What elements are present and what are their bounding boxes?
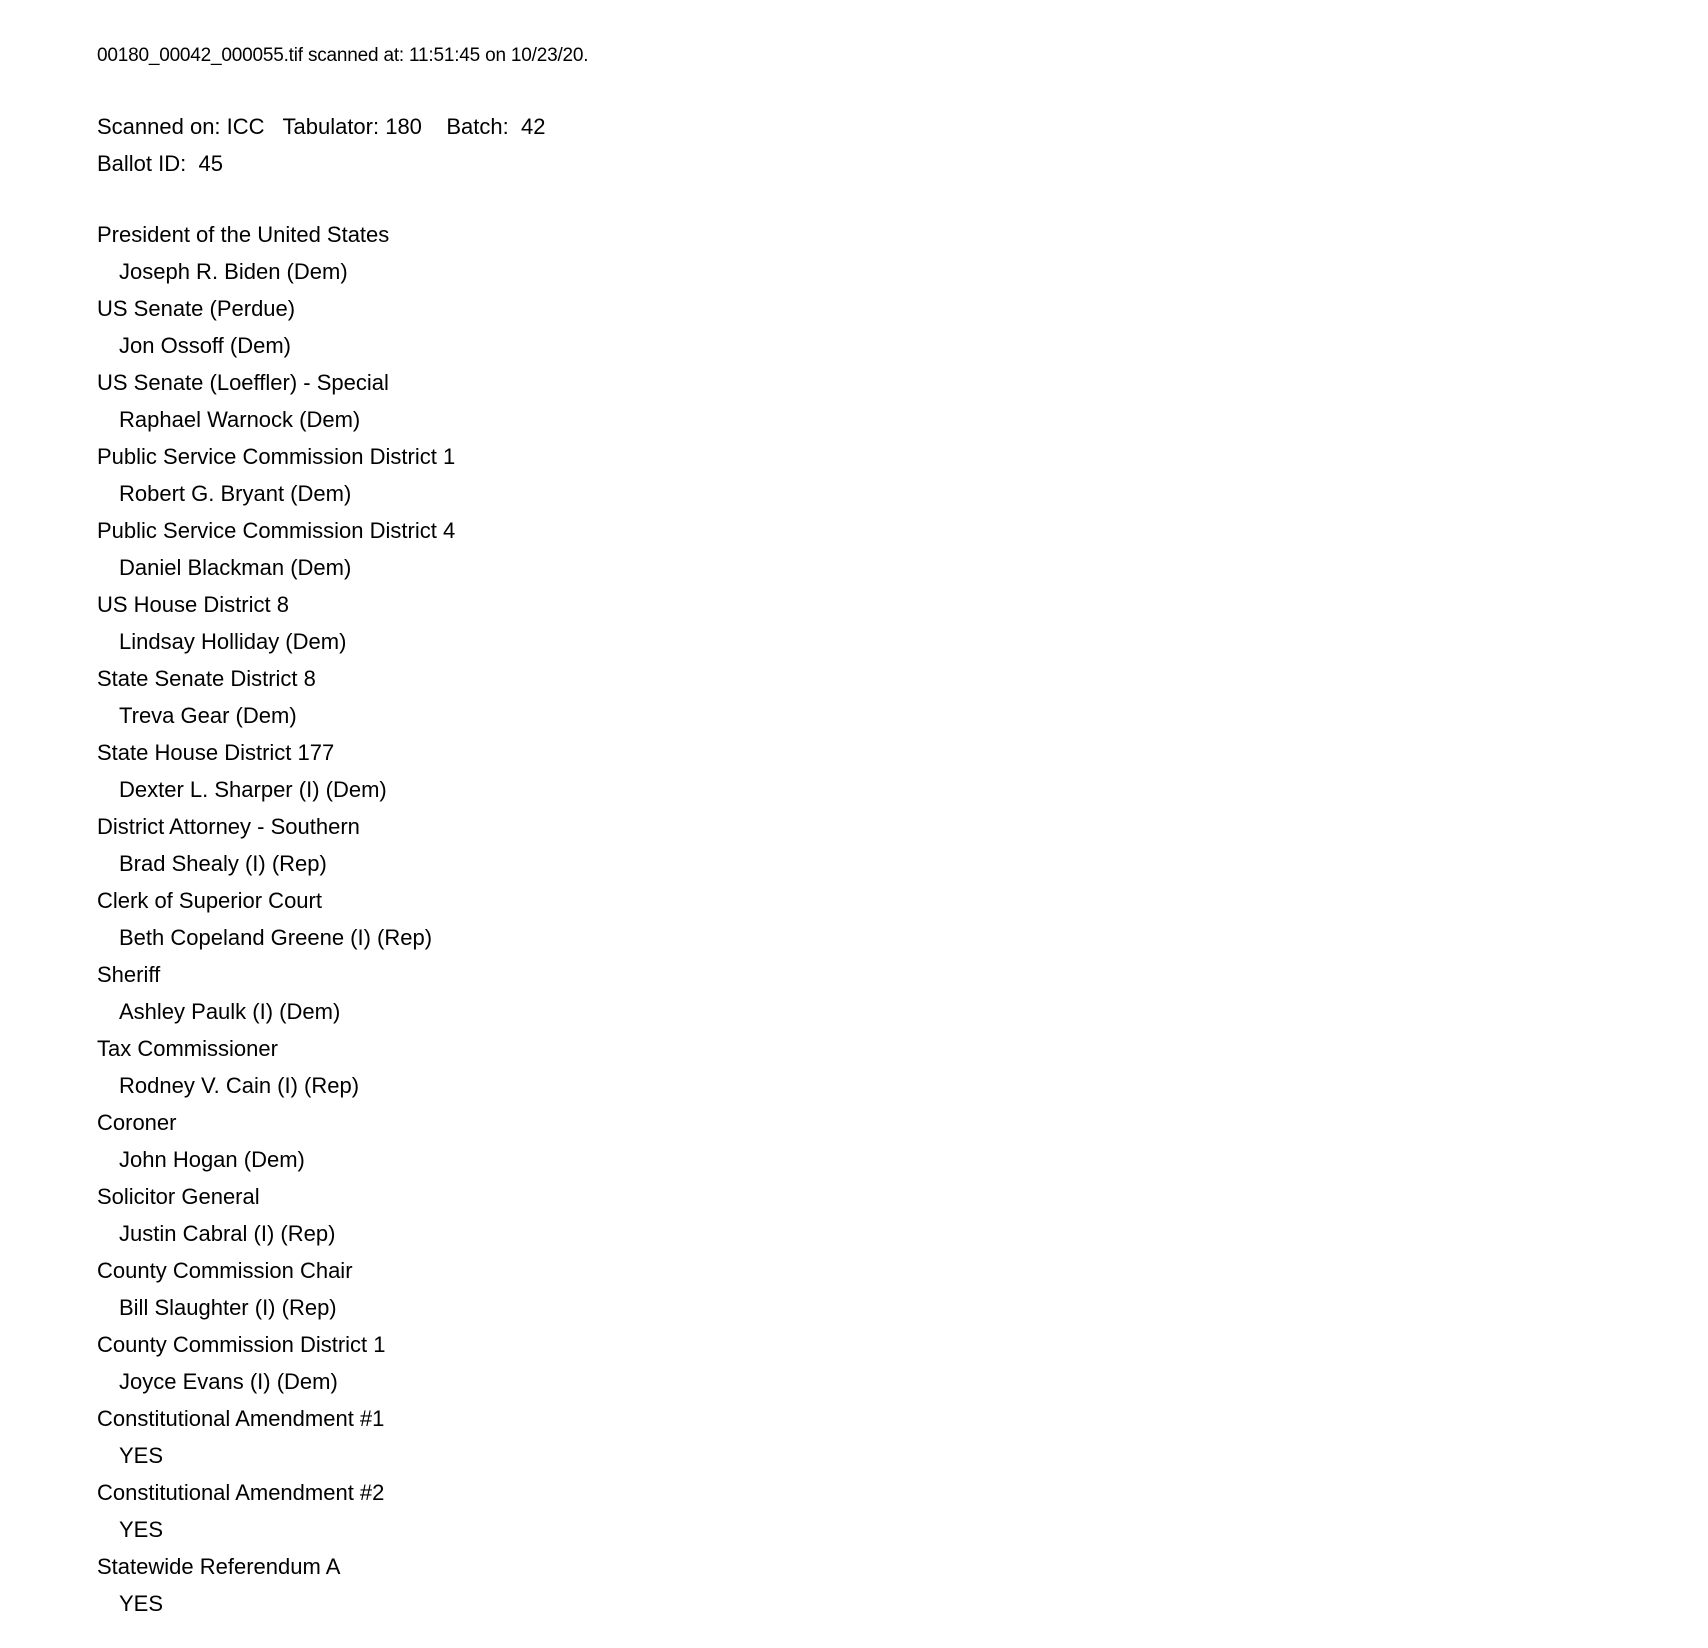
contest-row <box>97 1326 1668 1400</box>
contest-row <box>97 586 1668 660</box>
contest-title: County Commission District 1 <box>97 1332 386 1357</box>
contest-title: Clerk of Superior Court <box>97 888 322 913</box>
contest-row <box>97 290 1668 364</box>
contest-selection: Jon Ossoff (Dem) <box>119 333 291 358</box>
contest-row <box>97 882 1668 956</box>
contest-row <box>97 364 1668 438</box>
contest-selection: YES <box>119 1517 164 1542</box>
contest-selection: Brad Shealy (I) (Rep) <box>119 851 327 876</box>
contest-selection: Treva Gear (Dem) <box>119 703 297 728</box>
contest-title: Tax Commissioner <box>97 1036 278 1061</box>
contest-row <box>97 1104 1668 1178</box>
contest-row <box>97 1252 1668 1326</box>
contest-row <box>97 734 1668 808</box>
contest-selection: Joseph R. Biden (Dem) <box>119 259 348 284</box>
contest-row <box>97 1400 1668 1474</box>
ballot-id-line: Ballot ID: 45 <box>97 151 223 176</box>
contest-title: District Attorney - Southern <box>97 814 360 839</box>
contest-title: Constitutional Amendment #2 <box>97 1480 385 1505</box>
contest-row <box>97 1178 1668 1252</box>
contest-selection: Justin Cabral (I) (Rep) <box>119 1221 336 1246</box>
contest-row <box>97 956 1668 1030</box>
contest-selection: Robert G. Bryant (Dem) <box>119 481 352 506</box>
contest-row <box>97 216 1668 290</box>
contest-title: County Commission Chair <box>97 1258 353 1283</box>
contest-title: US House District 8 <box>97 592 289 617</box>
contest-title: State Senate District 8 <box>97 666 316 691</box>
contest-selection: John Hogan (Dem) <box>119 1147 305 1172</box>
contest-row <box>97 660 1668 734</box>
contest-row <box>97 1030 1668 1104</box>
contest-title: Public Service Commission District 4 <box>97 518 456 543</box>
contest-selection: Raphael Warnock (Dem) <box>119 407 361 432</box>
contest-selection: Ashley Paulk (I) (Dem) <box>119 999 341 1024</box>
contest-row <box>97 1548 1668 1622</box>
contest-title: State House District 177 <box>97 740 335 765</box>
contest-title: Constitutional Amendment #1 <box>97 1406 385 1431</box>
contest-selection: Bill Slaughter (I) (Rep) <box>119 1295 337 1320</box>
contest-title: Solicitor General <box>97 1184 260 1209</box>
contest-row <box>97 512 1668 586</box>
scan-info-line: Scanned on: ICC Tabulator: 180 Batch: 42 <box>97 114 546 139</box>
contest-title: President of the United States <box>97 222 390 247</box>
contest-results-list <box>97 216 1668 1622</box>
contest-selection: YES <box>119 1443 164 1468</box>
contest-title: US Senate (Loeffler) - Special <box>97 370 389 395</box>
contest-selection: Lindsay Holliday (Dem) <box>119 629 347 654</box>
contest-selection: YES <box>119 1591 164 1616</box>
contest-title: Statewide Referendum A <box>97 1554 341 1579</box>
contest-title: Sheriff <box>97 962 161 987</box>
contest-row <box>97 1474 1668 1548</box>
contest-selection: Rodney V. Cain (I) (Rep) <box>119 1073 360 1098</box>
contest-selection: Daniel Blackman (Dem) <box>119 555 352 580</box>
contest-selection: Beth Copeland Greene (I) (Rep) <box>119 925 433 950</box>
scan-file-header-line: 00180_00042_000055.tif scanned at: 11:51:45 on 10/23/20. <box>97 45 589 66</box>
contest-selection: Dexter L. Sharper (I) (Dem) <box>119 777 387 802</box>
contest-row <box>97 808 1668 882</box>
contest-title: US Senate (Perdue) <box>97 296 296 321</box>
contest-selection: Joyce Evans (I) (Dem) <box>119 1369 338 1394</box>
contest-row <box>97 438 1668 512</box>
contest-title: Coroner <box>97 1110 177 1135</box>
contest-title: Public Service Commission District 1 <box>97 444 456 469</box>
